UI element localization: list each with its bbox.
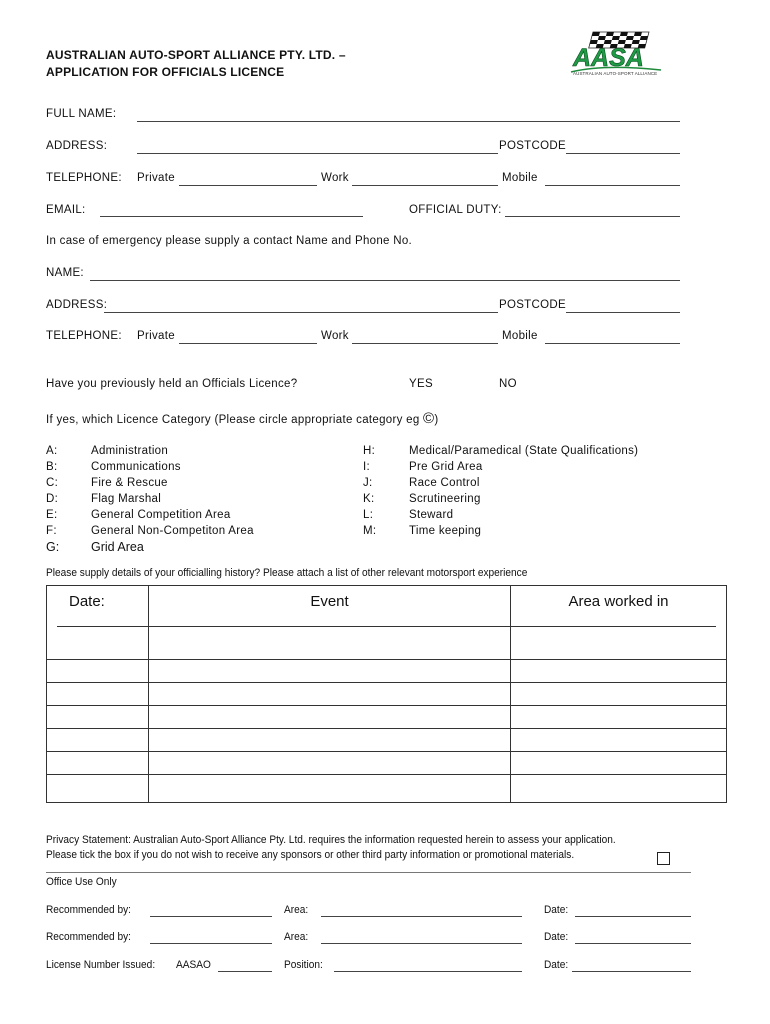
logo-text: AASA (573, 44, 644, 72)
emergency-mobile-field[interactable] (545, 343, 680, 344)
table-row (47, 706, 727, 729)
category-prompt-close: ) (434, 414, 439, 426)
category-item[interactable] (363, 491, 638, 507)
postcode-label: POSTCODE (499, 140, 566, 152)
category-name: Communications (91, 461, 181, 473)
area-field-2[interactable] (321, 943, 522, 944)
emergency-address-field[interactable] (104, 312, 498, 313)
license-number-field[interactable] (218, 971, 272, 972)
work-phone-field[interactable] (352, 185, 498, 186)
work-label: Work (321, 172, 349, 184)
category-name: Medical/Paramedical (State Qualifications) (409, 445, 639, 457)
office-use-heading: Office Use Only (46, 876, 117, 888)
official-duty-field[interactable] (505, 216, 680, 217)
emergency-name-label: NAME: (46, 267, 84, 279)
history-cell[interactable] (47, 752, 149, 775)
emergency-mobile-label: Mobile (502, 330, 538, 342)
history-header-row (47, 586, 727, 660)
category-code: I: (363, 461, 370, 473)
category-item[interactable] (46, 459, 254, 475)
date-field-2[interactable] (575, 943, 691, 944)
emergency-work-label: Work (321, 330, 349, 342)
full-name-label: FULL NAME: (46, 108, 117, 120)
category-code: L: (363, 509, 374, 521)
title-line-2: APPLICATION FOR OFFICIALS LICENCE (46, 65, 285, 79)
recommended-by-field-2[interactable] (150, 943, 272, 944)
address-field[interactable] (137, 153, 498, 154)
category-code: H: (363, 445, 376, 457)
position-label: Position: (284, 959, 323, 971)
category-prompt-text: If yes, which Licence Category (Please circle appropriate category eg (46, 414, 424, 426)
category-list-right (363, 443, 638, 539)
emergency-private-field[interactable] (179, 343, 317, 344)
table-row (47, 683, 727, 706)
category-name: Flag Marshal (91, 493, 162, 505)
table-row (47, 775, 727, 803)
category-code: J: (363, 477, 373, 489)
date-column-label: Date: (69, 593, 105, 610)
emergency-postcode-field[interactable] (566, 312, 680, 313)
history-table (46, 585, 727, 803)
area-column-label: Area worked in (568, 593, 669, 610)
date-label-3: Date: (544, 959, 569, 971)
table-row (47, 660, 727, 683)
history-cell[interactable] (149, 660, 511, 683)
category-name: Administration (91, 445, 169, 457)
category-item[interactable] (46, 443, 254, 459)
category-prompt (46, 410, 439, 427)
opt-out-checkbox[interactable] (657, 852, 670, 865)
event-column-label: Event (310, 593, 349, 610)
position-field[interactable] (334, 971, 522, 972)
recommended-by-field-1[interactable] (150, 916, 272, 917)
history-cell[interactable] (511, 706, 727, 729)
history-cell[interactable] (511, 729, 727, 752)
aasa-logo (565, 30, 665, 82)
private-label: Private (137, 172, 175, 184)
email-label: EMAIL: (46, 204, 86, 216)
address-label: ADDRESS: (46, 140, 108, 152)
mobile-phone-field[interactable] (545, 185, 680, 186)
category-item[interactable] (363, 523, 638, 539)
history-cell[interactable] (511, 775, 727, 803)
area-field-1[interactable] (321, 916, 522, 917)
category-item[interactable] (46, 491, 254, 507)
category-code: K: (363, 493, 375, 505)
category-name: Steward (409, 509, 454, 521)
area-header-underline (511, 626, 716, 627)
area-label-1: Area: (284, 904, 309, 916)
category-code: F: (46, 525, 57, 537)
category-name: Grid Area (91, 540, 144, 554)
category-code: G: (46, 540, 60, 554)
form-title (46, 47, 346, 81)
category-code: C: (46, 477, 59, 489)
full-name-field[interactable] (137, 121, 680, 122)
no-option[interactable]: NO (499, 378, 517, 390)
table-row (47, 752, 727, 775)
licence-question: Have you previously held an Officials Licence? (46, 378, 298, 390)
category-item[interactable] (363, 459, 638, 475)
yes-option[interactable]: YES (409, 378, 433, 390)
history-cell[interactable] (149, 683, 511, 706)
official-duty-label: OFFICIAL DUTY: (409, 204, 502, 216)
privacy-line-1: Privacy Statement: Australian Auto-Sport Alliance Pty. Ltd. requires the information requested herein to assess your application. (46, 834, 616, 846)
category-name: Pre Grid Area (409, 461, 483, 473)
history-prompt: Please supply details of your officialling history? Please attach a list of other relevant motorsport experience (46, 567, 528, 579)
category-code: E: (46, 509, 58, 521)
category-name: Scrutineering (409, 493, 481, 505)
mobile-label: Mobile (502, 172, 538, 184)
recommended-by-label-1: Recommended by: (46, 904, 131, 916)
category-item[interactable] (46, 539, 254, 555)
date-label-1: Date: (544, 904, 569, 916)
history-cell[interactable] (47, 706, 149, 729)
aasao-prefix: AASAO (176, 959, 211, 971)
table-row (47, 729, 727, 752)
license-issued-label: License Number Issued: (46, 959, 156, 971)
history-header-date (47, 586, 149, 660)
recommended-by-label-2: Recommended by: (46, 931, 131, 943)
emergency-telephone-label: TELEPHONE: (46, 330, 122, 342)
history-header-event (149, 586, 511, 660)
history-cell[interactable] (511, 660, 727, 683)
history-cell[interactable] (511, 683, 727, 706)
category-code: D: (46, 493, 59, 505)
office-divider (46, 872, 691, 873)
category-name: Time keeping (409, 525, 482, 537)
email-field[interactable] (100, 216, 363, 217)
category-name: Fire & Rescue (91, 477, 168, 489)
telephone-label: TELEPHONE: (46, 172, 122, 184)
area-label-2: Area: (284, 931, 309, 943)
emergency-name-field[interactable] (90, 280, 680, 281)
category-item[interactable] (363, 507, 638, 523)
date-field-1[interactable] (575, 916, 691, 917)
category-code: B: (46, 461, 58, 473)
date-label-2: Date: (544, 931, 569, 943)
history-cell[interactable] (47, 660, 149, 683)
category-name: General Non-Competiton Area (91, 525, 254, 537)
date-header-underline (57, 626, 148, 627)
circled-c-example: © (423, 410, 435, 427)
title-line-1: AUSTRALIAN AUTO-SPORT ALLIANCE PTY. LTD. – (46, 48, 346, 62)
category-code: A: (46, 445, 58, 457)
history-cell[interactable] (149, 729, 511, 752)
category-code: M: (363, 525, 377, 537)
postcode-field[interactable] (566, 153, 680, 154)
category-list-left (46, 443, 254, 555)
emergency-address-label: ADDRESS: (46, 299, 108, 311)
history-cell[interactable] (47, 729, 149, 752)
history-cell[interactable] (149, 706, 511, 729)
category-name: Race Control (409, 477, 480, 489)
event-header-underline (149, 626, 510, 627)
history-header-area (511, 586, 727, 660)
category-item[interactable] (363, 475, 638, 491)
category-item[interactable] (46, 507, 254, 523)
emergency-private-label: Private (137, 330, 175, 342)
history-cell[interactable] (47, 775, 149, 803)
emergency-intro: In case of emergency please supply a contact Name and Phone No. (46, 235, 413, 247)
history-cell[interactable] (47, 683, 149, 706)
privacy-line-2: Please tick the box if you do not wish to receive any sponsors or other third party information or promotional materials. (46, 849, 575, 861)
category-item[interactable] (46, 475, 254, 491)
history-cell[interactable] (149, 775, 511, 803)
emergency-postcode-label: POSTCODE (499, 299, 566, 311)
category-name: General Competition Area (91, 509, 231, 521)
logo-subtext: AUSTRALIAN AUTO-SPORT ALLIANCE (573, 71, 658, 76)
date-field-3[interactable] (572, 971, 691, 972)
emergency-work-field[interactable] (352, 343, 498, 344)
history-cell[interactable] (511, 752, 727, 775)
category-item[interactable] (363, 443, 638, 459)
category-item[interactable] (46, 523, 254, 539)
history-cell[interactable] (149, 752, 511, 775)
private-phone-field[interactable] (179, 185, 317, 186)
